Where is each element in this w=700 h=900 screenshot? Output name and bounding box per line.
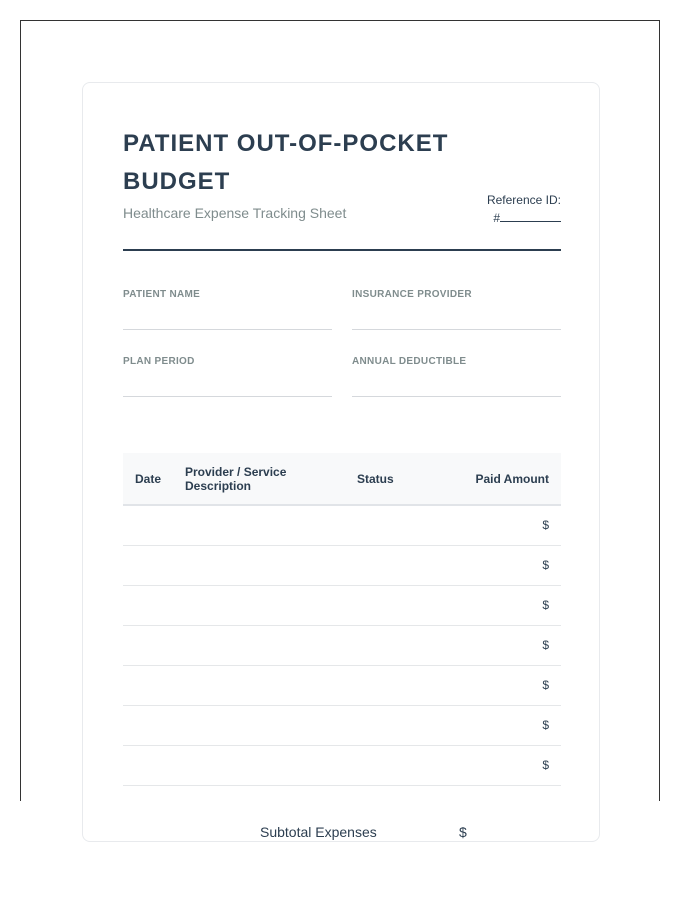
- cell-status[interactable]: [307, 705, 407, 745]
- column-header-status: Status: [307, 453, 407, 505]
- cell-status[interactable]: [307, 505, 407, 545]
- plan-period-label: PLAN PERIOD: [123, 356, 195, 367]
- cell-description[interactable]: [173, 665, 307, 705]
- table-header-row: [123, 453, 561, 505]
- page-title: PATIENT OUT-OF-POCKET BUDGET: [123, 130, 449, 195]
- cell-date[interactable]: [123, 505, 173, 545]
- reference-hash: #: [493, 211, 500, 225]
- column-header-paid-amount: Paid Amount: [407, 453, 561, 505]
- insurance-provider-field[interactable]: [352, 289, 561, 330]
- cell-description[interactable]: [173, 745, 307, 785]
- page-frame: [20, 20, 660, 840]
- annual-deductible-field[interactable]: [352, 356, 561, 397]
- cell-description[interactable]: [173, 705, 307, 745]
- cell-status[interactable]: [307, 545, 407, 585]
- cell-status[interactable]: [307, 745, 407, 785]
- table-row: [123, 745, 561, 785]
- expense-table-wrap: [123, 453, 561, 786]
- reference-id-value[interactable]: [487, 209, 561, 227]
- cell-paid-amount[interactable]: $: [407, 745, 561, 785]
- cell-description[interactable]: [173, 505, 307, 545]
- cell-paid-amount[interactable]: $: [407, 585, 561, 625]
- table-row: [123, 665, 561, 705]
- patient-name-label: PATIENT NAME: [123, 289, 201, 300]
- cell-date[interactable]: [123, 545, 173, 585]
- cell-paid-amount[interactable]: $: [407, 625, 561, 665]
- subtotal-row: [123, 824, 561, 844]
- table-row: [123, 505, 561, 545]
- subtotal-currency: $: [459, 823, 467, 840]
- cell-date[interactable]: [123, 745, 173, 785]
- cell-paid-amount[interactable]: $: [407, 545, 561, 585]
- patient-info-fields: [123, 289, 561, 423]
- reference-id-label: Reference ID:: [486, 193, 561, 207]
- cell-paid-amount[interactable]: $: [407, 665, 561, 705]
- cell-date[interactable]: [123, 585, 173, 625]
- expense-table: [123, 453, 561, 786]
- insurance-provider-label: INSURANCE PROVIDER: [352, 289, 472, 300]
- table-row: [123, 625, 561, 665]
- table-row: [123, 545, 561, 585]
- table-row: [123, 585, 561, 625]
- cell-date[interactable]: [123, 705, 173, 745]
- patient-name-field[interactable]: [123, 289, 332, 330]
- cell-description[interactable]: [173, 585, 307, 625]
- column-header-date: Date: [123, 453, 173, 505]
- cell-date[interactable]: [123, 665, 173, 705]
- plan-period-field[interactable]: [123, 356, 332, 397]
- subtotal-label: Subtotal Expenses: [260, 823, 377, 840]
- page-subtitle: Healthcare Expense Tracking Sheet: [123, 205, 347, 221]
- sheet-header: [123, 123, 561, 251]
- reference-id-blank[interactable]: [500, 209, 561, 222]
- cell-paid-amount[interactable]: $: [407, 505, 561, 545]
- cell-paid-amount[interactable]: $: [407, 705, 561, 745]
- table-row: [123, 705, 561, 745]
- reference-id-block: [487, 191, 561, 227]
- cell-description[interactable]: [173, 545, 307, 585]
- cell-status[interactable]: [307, 585, 407, 625]
- cell-description[interactable]: [173, 625, 307, 665]
- budget-sheet-card: [82, 82, 600, 842]
- annual-deductible-label: ANNUAL DEDUCTIBLE: [352, 356, 467, 367]
- column-header-description: Provider / Service Description: [173, 453, 307, 505]
- cell-status[interactable]: [307, 665, 407, 705]
- sheet-content: [123, 123, 561, 844]
- cell-status[interactable]: [307, 625, 407, 665]
- cell-date[interactable]: [123, 625, 173, 665]
